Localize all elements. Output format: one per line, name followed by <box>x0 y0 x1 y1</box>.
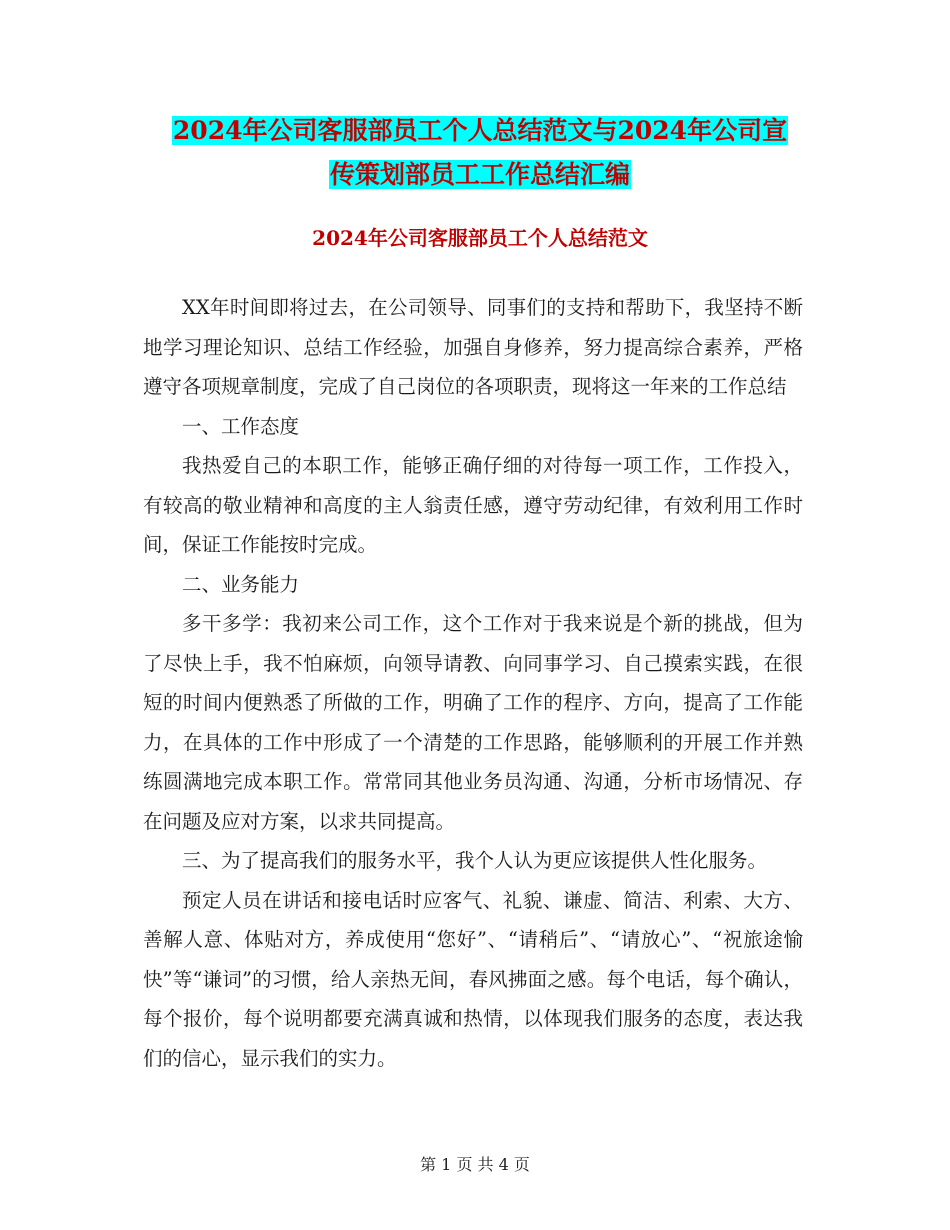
page-footer: 第 1 页 共 4 页 <box>420 1155 530 1174</box>
paragraph: 我热爱自己的本职工作，能够正确仔细的对待每一项工作，工作投入，有较高的敬业精神和高度的主人翁责任感，遵守劳动纪律，有效利用工作时间，保证工作能按时完成。 <box>143 454 803 556</box>
section-heading: 三、为了提高我们的服务水平，我个人认为更应该提供人性化服务。 <box>182 849 768 872</box>
paragraph: 多干多学：我初来公司工作，这个工作对于我来说是个新的挑战，但为了尽快上手，我不怕麻烦，向领导请教、向同事学习、自己摸索实践，在很短的时间内便熟悉了所做的工作，明确了工作的程序、方向，提高了工作能力，在具体的工作中形成了一个清楚的工作思路，能够顺利的开展工作并熟练圆满地完成本职工作。常常同其他业务员沟通、沟通，分析市场情况、存在问题及应对方案，以求共同提高。 <box>143 612 803 833</box>
section-heading: 一、工作态度 <box>182 414 300 438</box>
paragraph: XX年时间即将过去，在公司领导、同事们的支持和帮助下，我坚持不断地学习理论知识、总结工作经验，加强自身修养，努力提高综合素养，严格遵守各项规章制度，完成了自己岗位的各项职责，现将这一年来的工作总结 <box>143 296 803 398</box>
document-title-line-2: 传策划部员工工作总结汇编 <box>329 160 630 189</box>
document-title-line-1: 2024年公司客服部员工个人总结范文与2024年公司宣 <box>172 116 788 145</box>
section-heading: 二、业务能力 <box>182 572 300 596</box>
document-body <box>143 288 803 1078</box>
paragraph: 预定人员在讲话和接电话时应客气、礼貌、谦虚、简洁、利索、大方、善解人意、体贴对方，养成使用“您好”、“请稍后”、“请放心”、“祝旅途愉快”等“谦词”的习惯，给人亲热无间，春风拂面之感。每个电话，每个确认，每个报价，每个说明都要充满真诚和热情，以体现我们服务的态度，表达我们的信心，显示我们的实力。 <box>143 888 803 1070</box>
section-subtitle: 2024年公司客服部员工个人总结范文 <box>312 226 648 250</box>
